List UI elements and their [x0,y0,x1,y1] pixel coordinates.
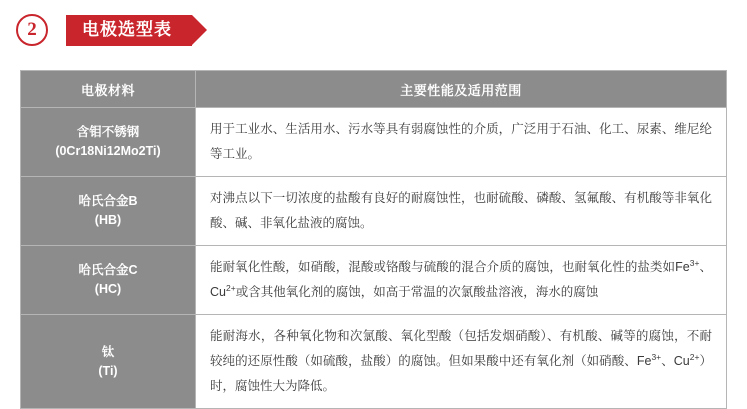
table-header [21,71,727,108]
table-header-row [21,71,727,108]
material-name-line2: (Ti) [98,363,118,378]
cell-description [196,246,727,315]
material-name-line2: (HC) [94,282,122,296]
material-name-line2: (0Cr18Ni12Mo2Ti) [55,144,161,158]
cell-material [21,108,196,177]
page-title: 电极选型表 [66,15,192,46]
material-name-line1: 哈氏合金B [78,194,138,208]
cell-material [21,177,196,246]
material-name-line1: 哈氏合金C [78,263,138,277]
superscript-charge-1: 3+ [651,351,662,362]
table-row [21,108,727,177]
material-name-line2: (HB) [94,213,122,227]
superscript-charge-1: 3+ [689,257,700,268]
column-header-description: 主要性能及适用范围 [196,71,727,108]
electrode-table-container [20,70,727,409]
section-header [16,12,192,48]
description-text-part3: 或含其他氧化剂的腐蚀，如高于常温的次氯酸盐溶液，海水的腐蚀 [235,285,599,299]
cell-description [196,315,727,409]
superscript-charge-2: 2+ [689,351,700,362]
table-body [21,108,727,409]
cell-description: 用于工业水、生活用水、污水等具有弱腐蚀性的介质，广泛用于石油、化工、尿素、维尼纶等工业。 [196,108,727,177]
cell-description: 对沸点以下一切浓度的盐酸有良好的耐腐蚀性，也耐硫酸、磷酸、氢氟酸、有机酸等非氧化酸、碱、非氧化盐液的腐蚀。 [196,177,727,246]
step-number-badge: 2 [16,14,48,46]
cell-material [21,246,196,315]
description-text-part2: 、Cu [661,354,690,368]
description-text-part3: ）时，腐蚀性大为降低。 [210,354,712,393]
superscript-charge-2: 2+ [225,282,236,293]
material-name-line1: 钛 [101,344,115,359]
cell-material [21,315,196,409]
table-row [21,315,727,409]
material-name-line1: 含钼不锈钢 [76,125,140,139]
electrode-selection-table [20,70,727,409]
table-row [21,246,727,315]
description-text-part2: 、Cu [210,260,712,299]
description-text-part1: 能耐海水，各种氧化物和次氯酸、氧化型酸（包括发烟硝酸）、有机酸、碱等的腐蚀，不耐较纯的还原性酸（如硫酸，盐酸）的腐蚀。但如果酸中还有氧化剂（如硝酸、Fe [210,329,712,368]
description-text-part1: 能耐氧化性酸，如硝酸，混酸或铬酸与硫酸的混合介质的腐蚀，也耐氧化性的盐类如Fe [210,260,690,274]
table-row [21,177,727,246]
column-header-material: 电极材料 [21,71,196,108]
